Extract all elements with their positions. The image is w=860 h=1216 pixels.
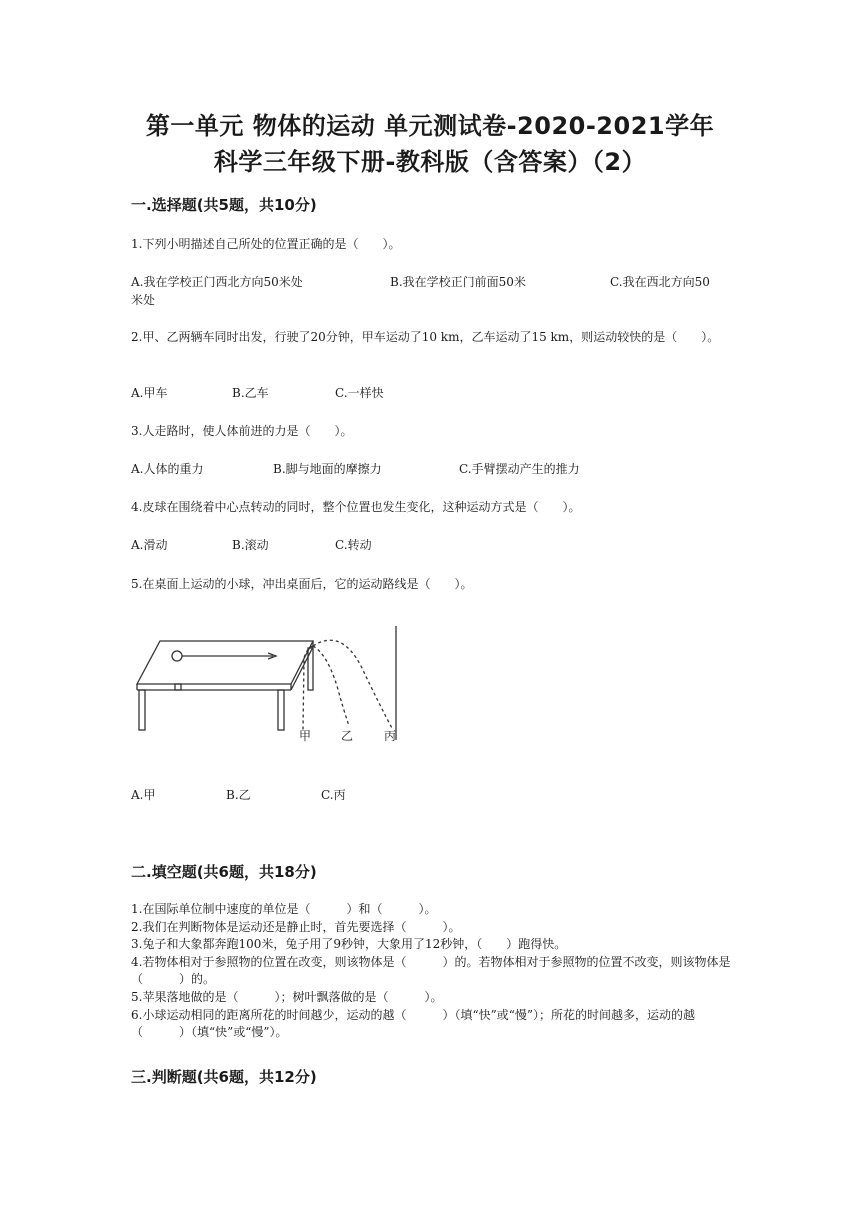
trajectory-label-yi: 乙 — [341, 729, 354, 743]
fill-question-1: 1.在国际单位制中速度的单位是（ ）和（ ）。 — [131, 902, 437, 916]
option-c[interactable]: C.丙 — [321, 788, 346, 802]
table-trajectory-figure — [131, 626, 401, 746]
option-c[interactable]: C.转动 — [335, 538, 372, 552]
fill-question-5: 5.苹果落地做的是（ ）；树叶飘落做的是（ ）。 — [131, 989, 443, 1004]
option-a[interactable]: A.甲车 — [131, 386, 168, 400]
page-title-line1: 第一单元 物体的运动 单元测试卷-2020-2021学年 — [145, 112, 715, 140]
option-b[interactable]: B.脚与地面的摩擦力 — [273, 462, 382, 476]
fill-question-4: 4.若物体相对于参照物的位置在改变，则该物体是（ ）的。若物体相对于参照物的位置不改变，则该物体是（ ）的。 — [131, 954, 731, 987]
fill-question-2: 2.我们在判断物体是运动还是静止时，首先要选择（ ）。 — [131, 919, 461, 934]
option-b[interactable]: B.我在学校正门前面50米 — [390, 275, 526, 289]
option-c[interactable]: C.我在西北方向50 — [610, 275, 710, 289]
option-b[interactable]: B.乙 — [226, 788, 251, 802]
question-1: 1.下列小明描述自己所处的位置正确的是（ ）。 — [131, 237, 401, 251]
option-a[interactable]: A.人体的重力 — [131, 462, 204, 476]
trajectory-label-bing: 丙 — [384, 729, 397, 743]
question-4: 4.皮球在围绕着中心点转动的同时，整个位置也发生变化，这种运动方式是（ ）。 — [131, 500, 581, 514]
question-5: 5.在桌面上运动的小球，冲出桌面后，它的运动路线是（ ）。 — [131, 577, 473, 591]
page-title-line2: 科学三年级下册-教科版（含答案）（2） — [213, 148, 647, 176]
section-heading-choice: 一.选择题(共5题，共10分) — [131, 196, 317, 214]
option-c[interactable]: C.一样快 — [335, 386, 384, 400]
option-b[interactable]: B.乙车 — [232, 386, 269, 400]
option-c-wrap: 米处 — [131, 293, 156, 307]
option-a[interactable]: A.我在学校正门西北方向50米处 — [131, 275, 303, 289]
fill-question-6: 6.小球运动相同的距离所花的时间越少，运动的越（ ）（填“快”或“慢”）；所花的时间越多，运动的越（ ）（填“快”或“慢”）。 — [131, 1007, 695, 1040]
section-heading-fill-blank: 二.填空题(共6题，共18分) — [131, 863, 317, 881]
fill-blank-list — [131, 901, 731, 1042]
option-c[interactable]: C.手臂摆动产生的推力 — [459, 462, 580, 476]
section-heading-judgement: 三.判断题(共6题，共12分) — [131, 1068, 317, 1086]
option-a[interactable]: A.滑动 — [131, 538, 168, 552]
option-a[interactable]: A.甲 — [131, 788, 156, 802]
question-3: 3.人走路时，使人体前进的力是（ ）。 — [131, 424, 353, 438]
trajectory-label-jia: 甲 — [299, 729, 312, 743]
option-b[interactable]: B.滚动 — [232, 538, 269, 552]
fill-question-3: 3.兔子和大象都奔跑100米，兔子用了9秒钟，大象用了12秒钟，（ ）跑得快。 — [131, 937, 567, 952]
question-2: 2.甲、乙两辆车同时出发，行驶了20分钟，甲车运动了10 km，乙车运动了15 km，则运动较快的是（ ）。 — [131, 330, 720, 344]
